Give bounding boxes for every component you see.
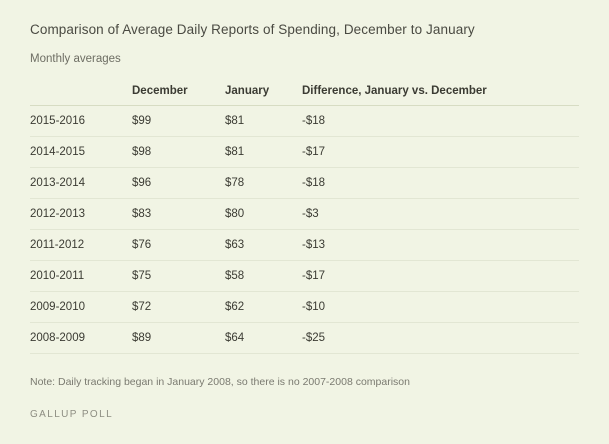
table-row bbox=[30, 106, 579, 137]
cell-period: 2015-2016 bbox=[30, 106, 132, 137]
column-header-difference: Difference, January vs. December bbox=[302, 85, 579, 106]
page-title: Comparison of Average Daily Reports of Spending, December to January bbox=[30, 22, 475, 37]
cell-december: $96 bbox=[132, 168, 225, 199]
cell-january: $62 bbox=[225, 292, 302, 323]
cell-period: 2014-2015 bbox=[30, 137, 132, 168]
cell-january: $78 bbox=[225, 168, 302, 199]
cell-difference: -$10 bbox=[302, 292, 579, 323]
cell-december: $75 bbox=[132, 261, 225, 292]
table-header bbox=[30, 85, 579, 106]
cell-difference: -$25 bbox=[302, 323, 579, 354]
cell-period: 2008-2009 bbox=[30, 323, 132, 354]
cell-difference: -$18 bbox=[302, 106, 579, 137]
cell-period: 2011-2012 bbox=[30, 230, 132, 261]
cell-december: $83 bbox=[132, 199, 225, 230]
cell-december: $98 bbox=[132, 137, 225, 168]
chart-subtitle: Monthly averages bbox=[30, 53, 121, 65]
cell-january: $58 bbox=[225, 261, 302, 292]
table-body bbox=[30, 106, 579, 354]
cell-january: $80 bbox=[225, 199, 302, 230]
table-row bbox=[30, 230, 579, 261]
table-row bbox=[30, 292, 579, 323]
cell-difference: -$18 bbox=[302, 168, 579, 199]
cell-december: $89 bbox=[132, 323, 225, 354]
cell-january: $63 bbox=[225, 230, 302, 261]
source-label: GALLUP POLL bbox=[30, 409, 114, 420]
table-header-row bbox=[30, 85, 579, 106]
cell-december: $72 bbox=[132, 292, 225, 323]
cell-period: 2013-2014 bbox=[30, 168, 132, 199]
column-header-december: December bbox=[132, 85, 225, 106]
table-row bbox=[30, 261, 579, 292]
cell-difference: -$13 bbox=[302, 230, 579, 261]
cell-january: $81 bbox=[225, 137, 302, 168]
spending-comparison-table bbox=[30, 85, 579, 354]
cell-period: 2012-2013 bbox=[30, 199, 132, 230]
cell-period: 2010-2011 bbox=[30, 261, 132, 292]
cell-difference: -$17 bbox=[302, 261, 579, 292]
chart-note: Note: Daily tracking began in January 2008, so there is no 2007-2008 comparison bbox=[30, 376, 410, 388]
cell-january: $64 bbox=[225, 323, 302, 354]
table-row bbox=[30, 168, 579, 199]
cell-period: 2009-2010 bbox=[30, 292, 132, 323]
table-row bbox=[30, 199, 579, 230]
cell-difference: -$17 bbox=[302, 137, 579, 168]
cell-difference: -$3 bbox=[302, 199, 579, 230]
table-row bbox=[30, 137, 579, 168]
table-row bbox=[30, 323, 579, 354]
column-header-january: January bbox=[225, 85, 302, 106]
column-header-period bbox=[30, 85, 132, 106]
cell-december: $76 bbox=[132, 230, 225, 261]
cell-january: $81 bbox=[225, 106, 302, 137]
cell-december: $99 bbox=[132, 106, 225, 137]
